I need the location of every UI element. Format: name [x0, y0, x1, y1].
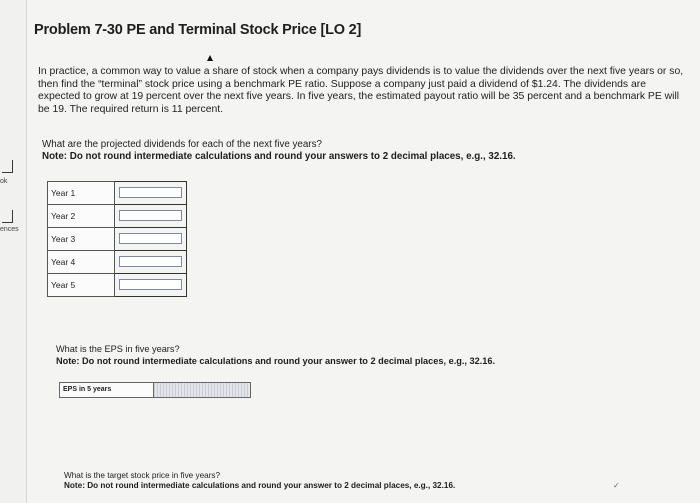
table-row [48, 182, 187, 205]
table-row [48, 205, 187, 228]
table-row [48, 228, 187, 251]
answer-cell [115, 182, 187, 205]
question-note: Note: Do not round intermediate calculations and round your answers to 2 decimal places, e.g., 32.16. [42, 151, 516, 162]
eps-label: EPS in 5 years [59, 382, 154, 398]
year-2-input[interactable] [119, 210, 182, 221]
row-label: Year 3 [48, 228, 115, 251]
question-text: What are the projected dividends for each of the next five years? [42, 139, 322, 150]
eps-row [59, 382, 251, 398]
row-label: Year 1 [48, 182, 115, 205]
sidebar-item-label[interactable]: ences [0, 226, 19, 233]
document-icon[interactable] [2, 210, 13, 223]
question-2 [56, 343, 676, 367]
problem-title: Problem 7-30 PE and Terminal Stock Price [LO 2] [34, 22, 362, 38]
answer-cell [115, 205, 187, 228]
table-row [48, 274, 187, 297]
question-text: What is the target stock price in five years? [64, 471, 221, 480]
year-1-input[interactable] [119, 187, 182, 198]
sidebar-item-label[interactable]: ok [0, 178, 8, 185]
question-note: Note: Do not round intermediate calculations and round your answer to 2 decimal places, e.g., 32.16. [56, 356, 496, 366]
year-4-input[interactable] [119, 256, 182, 267]
table-row [48, 251, 187, 274]
answer-cell [115, 251, 187, 274]
book-icon[interactable] [2, 160, 13, 173]
mouse-cursor [207, 55, 213, 61]
row-label: Year 4 [48, 251, 115, 274]
check-mark-icon: ✓ [613, 481, 620, 490]
row-label: Year 2 [48, 205, 115, 228]
question-1 [42, 139, 682, 163]
problem-intro: In practice, a common way to value a share of stock when a company pays dividends is to value the dividends over the next five years or so, then find the “terminal” stock price using a benchmark PE ratio. Suppose a company just paid a dividend of $1.24. The dividends are expected to grow at 19 percent over the next five years. In five years, the estimated payout ratio will be 35 percent and a benchmark PE will be 19. The required return is 11 percent. [38, 66, 684, 115]
question-text: What is the EPS in five years? [56, 344, 180, 354]
answer-cell [115, 274, 187, 297]
row-label: Year 5 [48, 274, 115, 297]
sidebar-edge [0, 0, 27, 503]
eps-input[interactable] [154, 382, 251, 398]
year-5-input[interactable] [119, 279, 182, 290]
question-3 [64, 471, 664, 491]
question-note: Note: Do not round intermediate calculations and round your answer to 2 decimal places, e.g., 32.16. [64, 481, 456, 490]
dividends-table [47, 181, 187, 297]
answer-cell [115, 228, 187, 251]
year-3-input[interactable] [119, 233, 182, 244]
